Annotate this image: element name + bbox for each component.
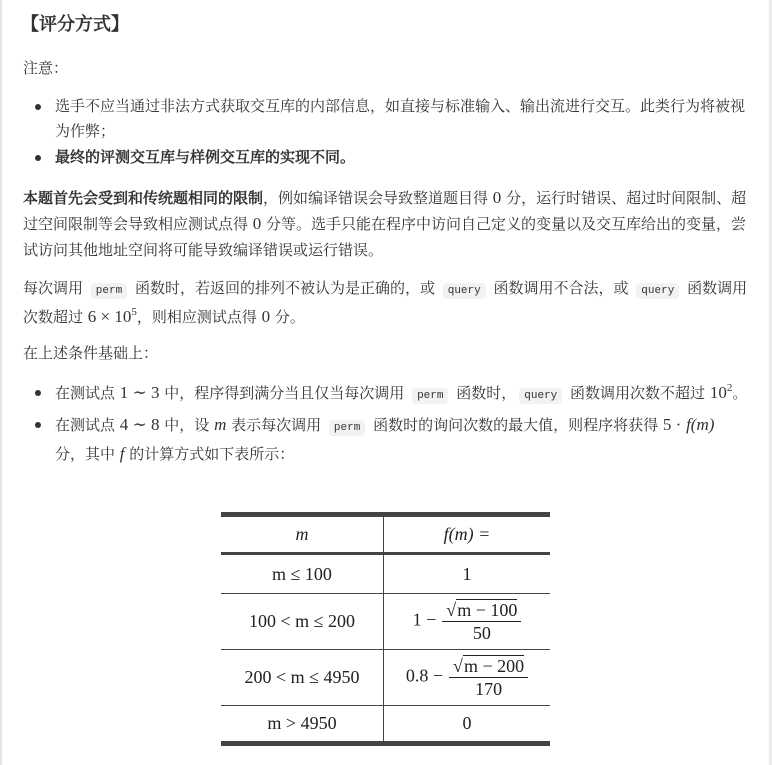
fraction: $\frac{√m - 200}{170}$: [449, 655, 528, 700]
code-perm: perm: [329, 420, 365, 436]
header-fm: f(m) =: [443, 524, 491, 544]
conditions-list: [23, 380, 748, 467]
code-query: query: [519, 388, 562, 404]
left-border: [0, 0, 2, 765]
scoring-table: [221, 512, 550, 746]
condition-item: 在测试点 1 ∼ 3 中，程序得到满分当且仅当每次调用 perm 函数时， query 函数调用次数不超过 $10^2$。: [23, 380, 748, 409]
note-item: 最终的评测交互库与样例交互库的实现不同。: [23, 145, 748, 170]
fraction: $\frac{√m - 100}{50}$: [442, 599, 521, 644]
table-row: m ≤ 100 1: [221, 554, 550, 594]
query-limit: $6 \times 10^5$: [87, 306, 137, 326]
table-row: 100 < m ≤ 200 1 − $\frac{√m - 100}{50}$: [221, 594, 550, 650]
header-m: m: [221, 515, 384, 554]
perm-paragraph: 每次调用 perm 函数时，若返回的排列不被认为是正确的，或 query 函数调用不合法，或 query 函数调用次数超过 $6 \times 10^5$，则相应测试点得 0 分。: [23, 279, 748, 326]
code-query: query: [636, 283, 679, 299]
conditions-label: 在上述条件基础上：: [23, 344, 159, 362]
code-perm: perm: [91, 283, 127, 299]
note-list: [23, 94, 748, 170]
table-row: m > 4950 0: [221, 706, 550, 744]
code-perm: perm: [412, 388, 448, 404]
table-header-row: [221, 515, 550, 554]
note-label: 注意：: [23, 59, 69, 77]
code-query: query: [443, 283, 486, 299]
section-title: 【评分方式】: [21, 14, 129, 35]
note-item: 选手不应当通过非法方式获取交互库的内部信息，如直接与标准输入、输出流进行交互。此类行为将被视为作弊；: [23, 94, 748, 144]
condition-item: 在测试点 4 ∼ 8 中，设 m 表示每次调用 perm 函数时的询问次数的最大值，则程序将获得 5 · f(m) 分，其中 f 的计算方式如下表所示：: [23, 412, 748, 467]
limits-paragraph: 本题首先会受到和传统题相同的限制，例如编译错误会导致整道题目得 0 分，运行时错误、超过时间限制、超过空间限制等会导致相应测试点得 0 分等。选手只能在程序中访问自己定义的变量以及交互库给出的变量，尝试访问其他地址空间将可能导致编译错误或运行错误。: [23, 188, 747, 259]
table-row: 200 < m ≤ 4950 0.8 − $\frac{√m - 200}{170}$: [221, 650, 550, 706]
